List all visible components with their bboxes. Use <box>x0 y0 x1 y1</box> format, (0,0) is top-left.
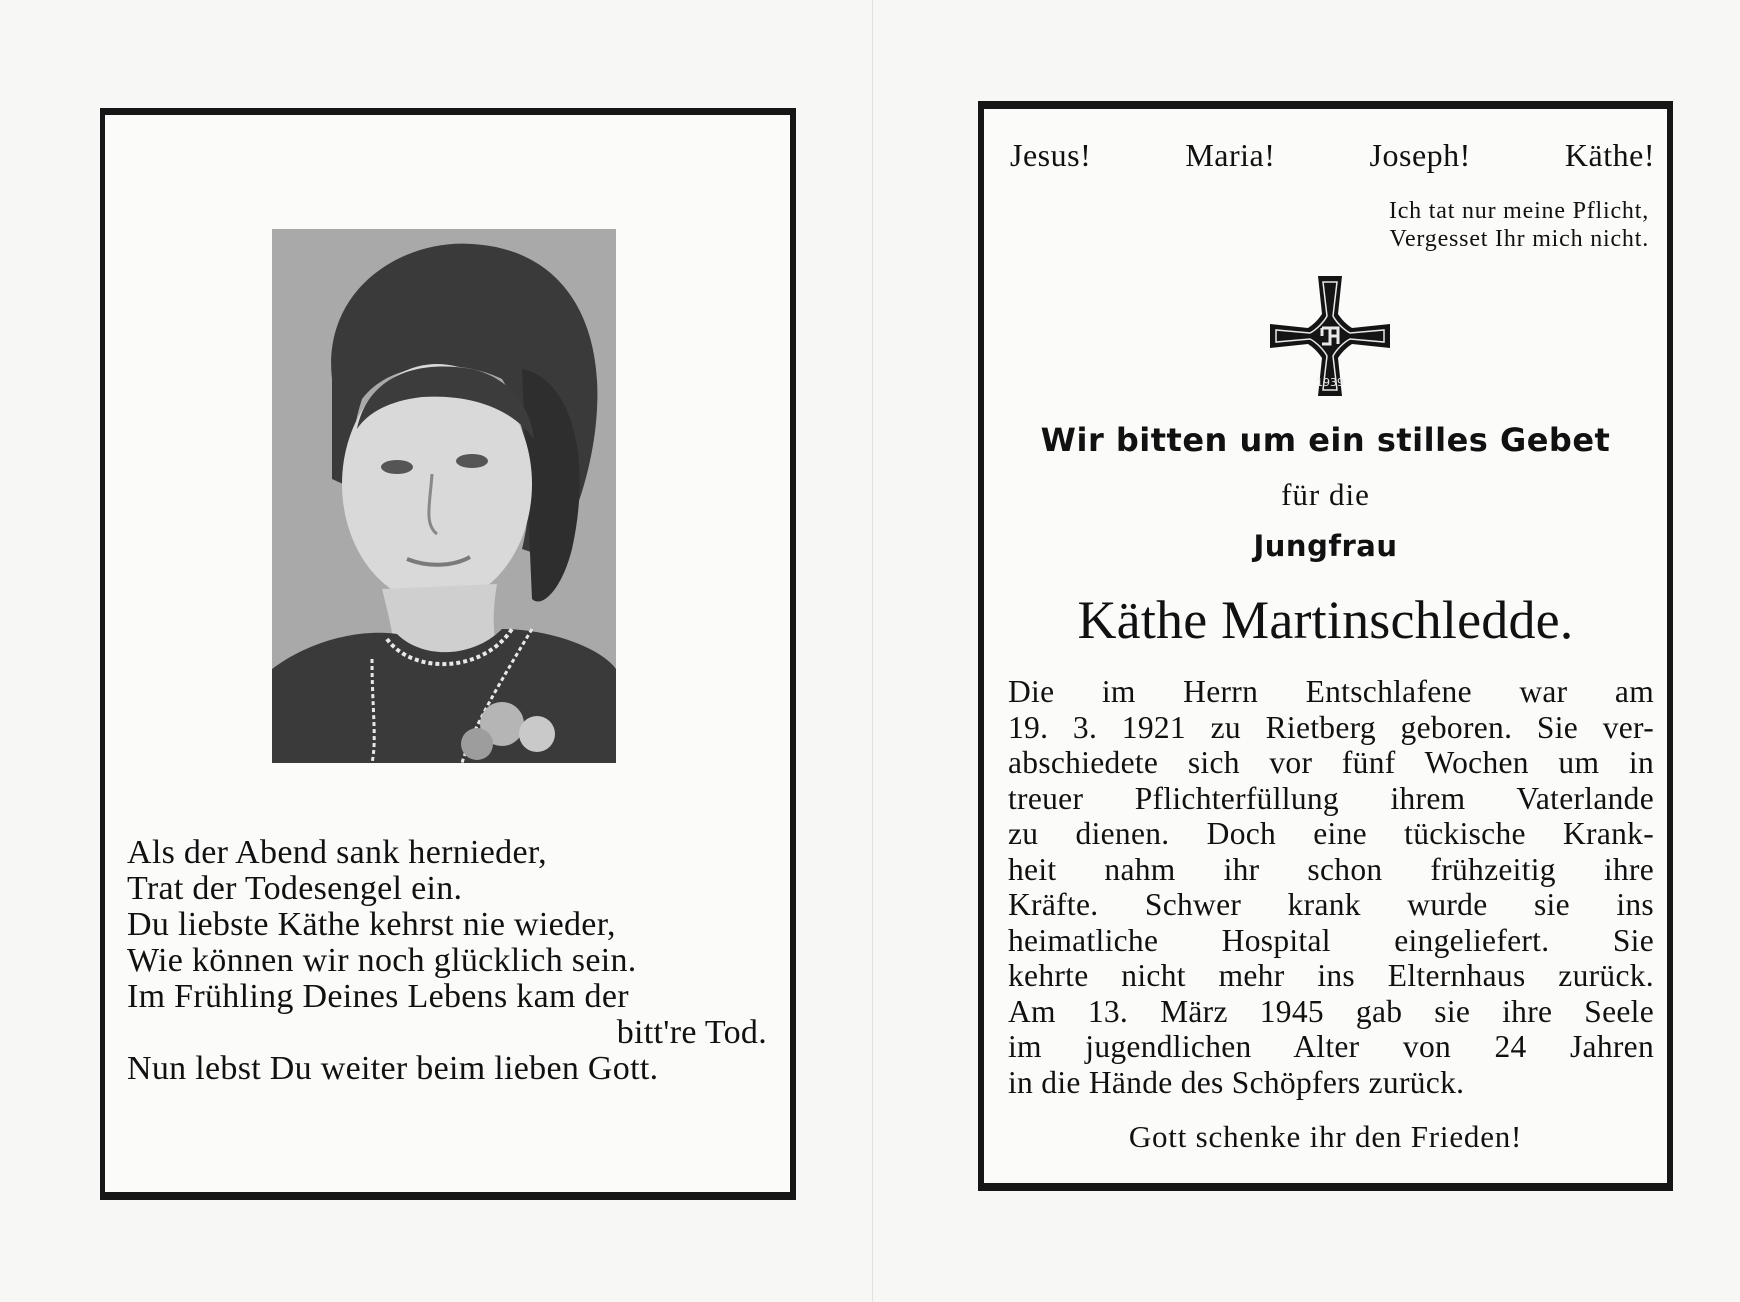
bio-line: Die im Herrn Entschlafene war am <box>1008 674 1654 709</box>
invocation-joseph: Joseph! <box>1369 137 1471 173</box>
poem-line: Als der Abend sank hernieder, <box>127 834 547 871</box>
bio-line: heit nahm ihr schon frühzeitig ihre <box>1008 851 1654 887</box>
poem-line: Du liebste Käthe kehrst nie wieder, <box>127 906 616 943</box>
poem-line: Nun lebst Du weiter beim lieben Gott. <box>127 1050 659 1087</box>
poem-line: Wie können wir noch glücklich sein. <box>127 942 637 979</box>
portrait-illustration <box>272 229 616 763</box>
prayer-request: Wir bitten um ein stilles Gebet <box>1040 421 1611 459</box>
bio-line: kehrte nicht mehr ins Elternhaus zurück. <box>1008 958 1654 993</box>
for-the-label: für die <box>1281 477 1370 512</box>
bio-line: in die Hände des Schöpfers zurück. <box>1008 1064 1465 1100</box>
motto-line: Vergesset Ihr mich nicht. <box>1389 226 1649 252</box>
deceased-name: Käthe Martinschledde. <box>1077 590 1574 650</box>
motto <box>1389 197 1649 253</box>
bio-line: im jugendlichen Alter von 24 Jahren <box>1008 1029 1654 1064</box>
memorial-poem <box>127 835 767 1087</box>
bio-line: Kräfte. Schwer krank wurde sie ins <box>1008 887 1654 922</box>
poem-line: bitt're Tod. <box>616 1014 767 1051</box>
bio-line: abschiedete sich vor fünf Wochen um in <box>1008 745 1654 780</box>
invocation-maria: Maria! <box>1185 137 1276 173</box>
bio-line: Am 13. März 1945 gab sie ihre Seele <box>1008 993 1654 1029</box>
invocations-row <box>1010 137 1655 174</box>
poem-line: Trat der Todesengel ein. <box>127 870 463 907</box>
invocation-jesus: Jesus! <box>1010 137 1092 173</box>
bio-line: zu dienen. Doch eine tückische Krank- <box>1008 816 1654 851</box>
cross-year: 1939 <box>1316 376 1344 389</box>
invocation-kaethe: Käthe! <box>1564 137 1655 173</box>
bio-line: 19. 3. 1921 zu Rietberg geboren. Sie ver- <box>1008 709 1654 745</box>
iron-cross-icon <box>1268 274 1392 398</box>
poem-line: Im Frühling Deines Lebens kam der <box>127 978 629 1015</box>
left-card-frame <box>100 108 796 1200</box>
closing-blessing: Gott schenke ihr den Frieden! <box>1128 1119 1523 1154</box>
portrait-photo <box>272 229 616 763</box>
right-card-frame <box>978 101 1673 1191</box>
bio-line: treuer Pflichterfüllung ihrem Vaterlande <box>1008 780 1654 816</box>
biography <box>1008 674 1654 1100</box>
deceased-title: Jungfrau <box>1253 529 1398 563</box>
bio-line: heimatliche Hospital eingeliefert. Sie <box>1008 922 1654 958</box>
motto-line: Ich tat nur meine Pflicht, <box>1388 198 1649 224</box>
